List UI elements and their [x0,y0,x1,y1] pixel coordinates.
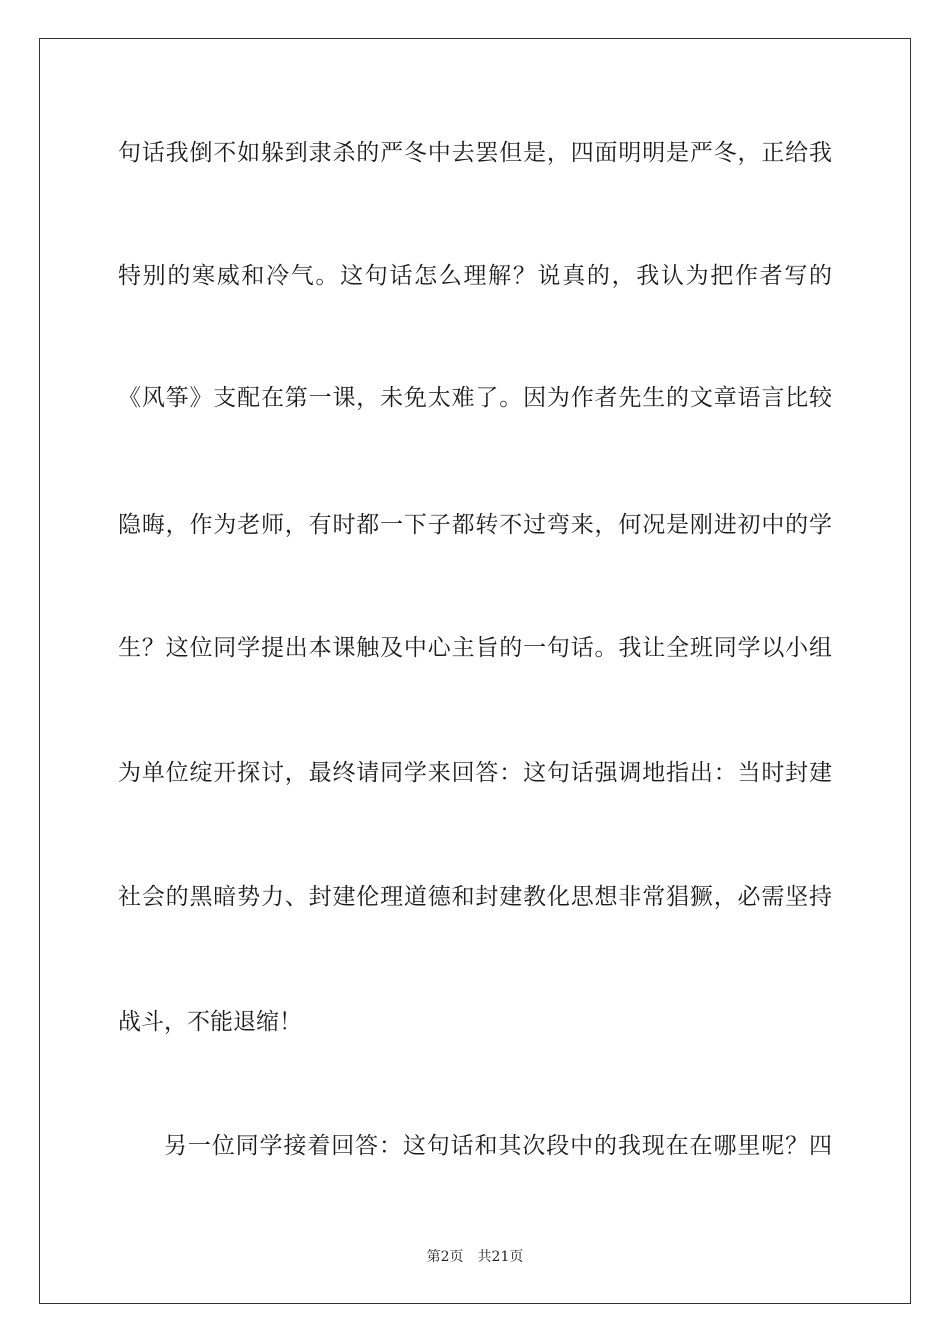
text-line-9: 另一位同学接着回答：这句话和其次段中的我现在在哪里呢？四 [164,1133,832,1159]
page-number: 第2页 [426,1249,464,1265]
text-line-6: 为单位绽开探讨，最终请同学来回答：这句话强调地指出：当时封建 [118,760,832,786]
text-line-1: 句话我倒不如躲到隶杀的严冬中去罢但是，四面明明是严冬，正给我 [118,140,832,166]
page-border [39,38,911,1304]
text-line-7: 社会的黑暗势力、封建伦理道德和封建教化思想非常猖獗，必需坚持 [118,884,832,910]
text-line-4: 隐晦，作为老师，有时都一下子都转不过弯来，何况是刚进初中的学 [118,512,832,538]
page-footer [0,1246,950,1266]
page-total: 共21页 [477,1249,524,1265]
text-line-2: 特别的寒威和冷气。这句话怎么理解？说真的，我认为把作者写的 [118,263,832,289]
text-line-5: 生？这位同学提出本课触及中心主旨的一句话。我让全班同学以小组 [118,635,832,661]
text-line-3: 《风筝》支配在第一课，未免太难了。因为作者先生的文章语言比较 [118,385,832,411]
text-line-8: 战斗，不能退缩！ [118,1009,302,1035]
